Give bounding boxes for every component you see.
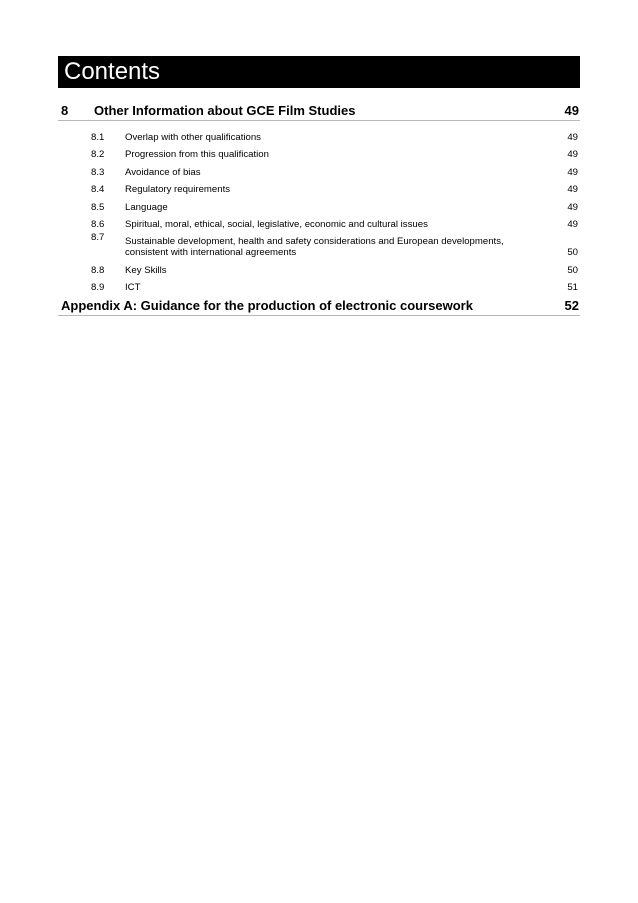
subsection-title: Language bbox=[125, 201, 168, 213]
toc-subsection-8-4[interactable] bbox=[58, 178, 580, 196]
appendix-title: Appendix A: Guidance for the production of electronic coursework bbox=[61, 298, 473, 313]
toc-subsection-8-3[interactable] bbox=[58, 160, 580, 178]
toc-subsection-8-1[interactable] bbox=[58, 125, 580, 143]
toc-subsection-8-5[interactable] bbox=[58, 195, 580, 213]
subsection-number: 8.3 bbox=[91, 166, 105, 178]
subsection-page-number: 50 bbox=[567, 264, 578, 276]
contents-page bbox=[58, 56, 580, 316]
subsection-number: 8.5 bbox=[91, 201, 105, 213]
subsection-number: 8.4 bbox=[91, 184, 105, 195]
subsection-number: 8.9 bbox=[91, 282, 105, 293]
subsection-page-number: 51 bbox=[567, 282, 578, 293]
subsection-page-number: 49 bbox=[567, 201, 578, 213]
section-title: Other Information about GCE Film Studies bbox=[94, 103, 356, 118]
subsection-page-number: 49 bbox=[567, 131, 578, 143]
subsection-title: ICT bbox=[125, 282, 141, 293]
subsection-page-number: 49 bbox=[567, 149, 578, 160]
subsection-title: Key Skills bbox=[125, 264, 167, 276]
subsection-page-number: 49 bbox=[567, 219, 578, 230]
subsection-title: Regulatory requirements bbox=[125, 184, 231, 195]
subsection-title: Spiritual, moral, ethical, social, legislative, economic and cultural issues bbox=[125, 219, 428, 230]
toc-subsection-8-6[interactable] bbox=[58, 213, 580, 231]
toc-subsection-8-2[interactable] bbox=[58, 143, 580, 161]
contents-heading-text: Contents bbox=[64, 58, 161, 85]
subsection-title: Progression from this qualification bbox=[125, 149, 269, 160]
section-page-number: 49 bbox=[564, 103, 579, 118]
subsection-page-number: 50 bbox=[567, 247, 578, 258]
subsection-number: 8.2 bbox=[91, 149, 105, 160]
toc-subsection-8-7[interactable] bbox=[58, 232, 580, 258]
subsection-page-number: 49 bbox=[567, 166, 578, 178]
subsection-number: 8.7 bbox=[91, 232, 105, 243]
toc-subsection-list bbox=[58, 125, 580, 293]
subsection-number: 8.8 bbox=[91, 264, 105, 276]
section-number: 8 bbox=[61, 103, 69, 118]
subsection-page-number: 49 bbox=[567, 184, 578, 195]
subsection-title: Overlap with other qualifications bbox=[125, 131, 261, 143]
contents-heading bbox=[58, 56, 580, 88]
subsection-number: 8.1 bbox=[91, 131, 105, 143]
appendix-page-number: 52 bbox=[564, 298, 579, 313]
toc-subsection-8-9[interactable] bbox=[58, 276, 580, 294]
toc-appendix-a[interactable] bbox=[58, 298, 580, 316]
subsection-number: 8.6 bbox=[91, 219, 105, 230]
toc-section-8[interactable] bbox=[58, 103, 580, 121]
subsection-title: Avoidance of bias bbox=[125, 166, 201, 178]
subsection-title: Sustainable development, health and safety considerations and European developments, consistent with international agreements bbox=[125, 236, 504, 258]
toc-subsection-8-8[interactable] bbox=[58, 258, 580, 276]
